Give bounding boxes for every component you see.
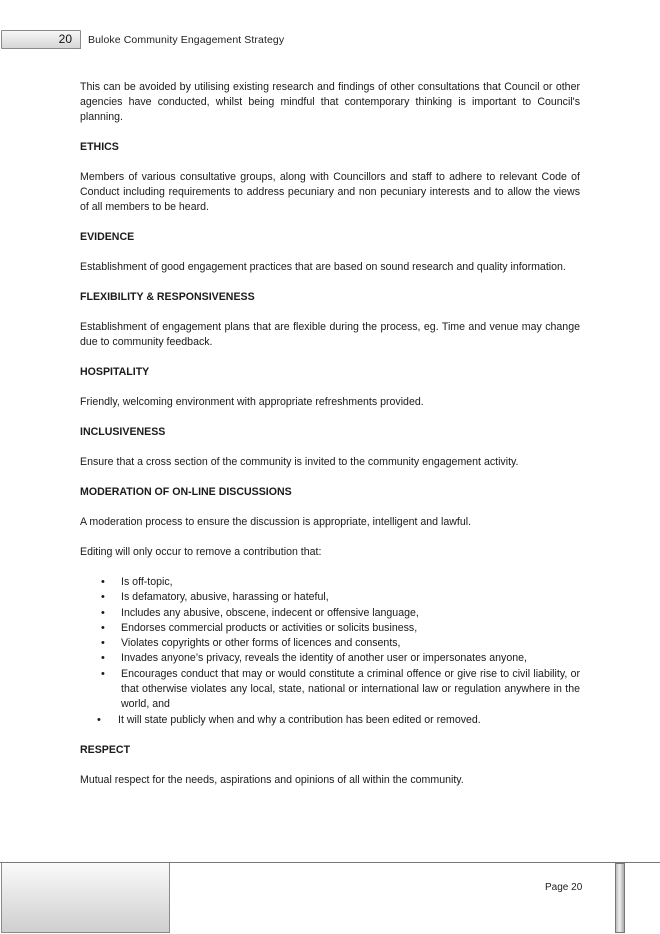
respect-paragraph: Mutual respect for the needs, aspirations and opinions of all within the community. [80,773,464,786]
evidence-paragraph: Establishment of good engagement practices that are based on sound research and quality information. [80,261,566,273]
list-item [80,606,580,621]
bullet-icon: • [101,606,105,619]
moderation-paragraph: A moderation process to ensure the discussion is appropriate, intelligent and lawful. [80,516,472,528]
list-item [80,713,580,728]
list-item-text: Is defamatory, abusive, harassing or hateful, [121,591,329,604]
hospitality-heading: HOSPITALITY [80,366,150,378]
bullet-icon: • [101,637,105,650]
header-rule [79,48,81,49]
header-page-number: 20 [58,32,72,46]
bullet-icon: • [101,667,105,680]
list-item-text: Invades anyone’s privacy, reveals the identity of another user or impersonates anyone, [121,652,527,665]
list-item [80,636,580,651]
intro-paragraph: This can be avoided by utilising existing research and findings of other consultations that Council or other agencies have conducted, whilst being mindful that contemporary thinking is important to Council's planning. [80,81,580,123]
list-item [80,575,580,590]
footer-page-number: Page 20 [545,882,583,893]
ethics-paragraph: Members of various consultative groups, along with Councillors and staff to adhere to relevant Code of Conduct including requirements to address pecuniary and non pecuniary interests and to allow the views of all members to be heard. [80,171,580,213]
document-title: Buloke Community Engagement Strategy [88,34,285,46]
list-item [80,651,580,666]
flexibility-heading: FLEXIBILITY & RESPONSIVENESS [80,291,255,303]
bullet-icon: • [101,652,105,665]
list-item-text: Is off-topic, [121,576,173,588]
inclusiveness-heading: INCLUSIVENESS [80,426,166,438]
list-item [80,590,580,605]
list-item [80,667,580,713]
respect-heading: RESPECT [80,743,131,756]
header-page-tab [1,30,81,49]
page-body [80,80,580,803]
list-item-text: Endorses commercial products or activities or solicits business, [121,621,418,634]
list-item-text: Encourages conduct that may or would constitute a criminal offence or give rise to civil liability, or that otherwise violates any local, state, national or international law or regulation anywhere in the world, and [121,667,580,711]
inclusiveness-paragraph: Ensure that a cross section of the community is invited to the community engagement activity. [80,456,519,468]
list-item-text: It will state publicly when and why a contribution has been edited or removed. [118,713,481,726]
list-item-text: Includes any abusive, obscene, indecent or offensive language, [121,606,419,619]
bullet-icon: • [101,576,105,588]
moderation-bullet-list [80,575,580,728]
editing-intro: Editing will only occur to remove a contribution that: [80,546,322,558]
ethics-heading: ETHICS [80,141,119,153]
list-item [80,621,580,636]
hospitality-paragraph: Friendly, welcoming environment with appropriate refreshments provided. [80,396,424,408]
footer-decorative-bar [615,863,625,933]
moderation-heading: MODERATION OF ON-LINE DISCUSSIONS [80,486,292,498]
bullet-icon: • [101,591,105,604]
footer-decorative-box [1,863,170,933]
evidence-heading: EVIDENCE [80,231,135,243]
list-item-text: Violates copyrights or other forms of licences and consents, [121,637,401,650]
flexibility-paragraph: Establishment of engagement plans that are flexible during the process, eg. Time and venue may change due to community feedback. [80,321,580,348]
bullet-icon: • [97,713,101,726]
bullet-icon: • [101,621,105,634]
